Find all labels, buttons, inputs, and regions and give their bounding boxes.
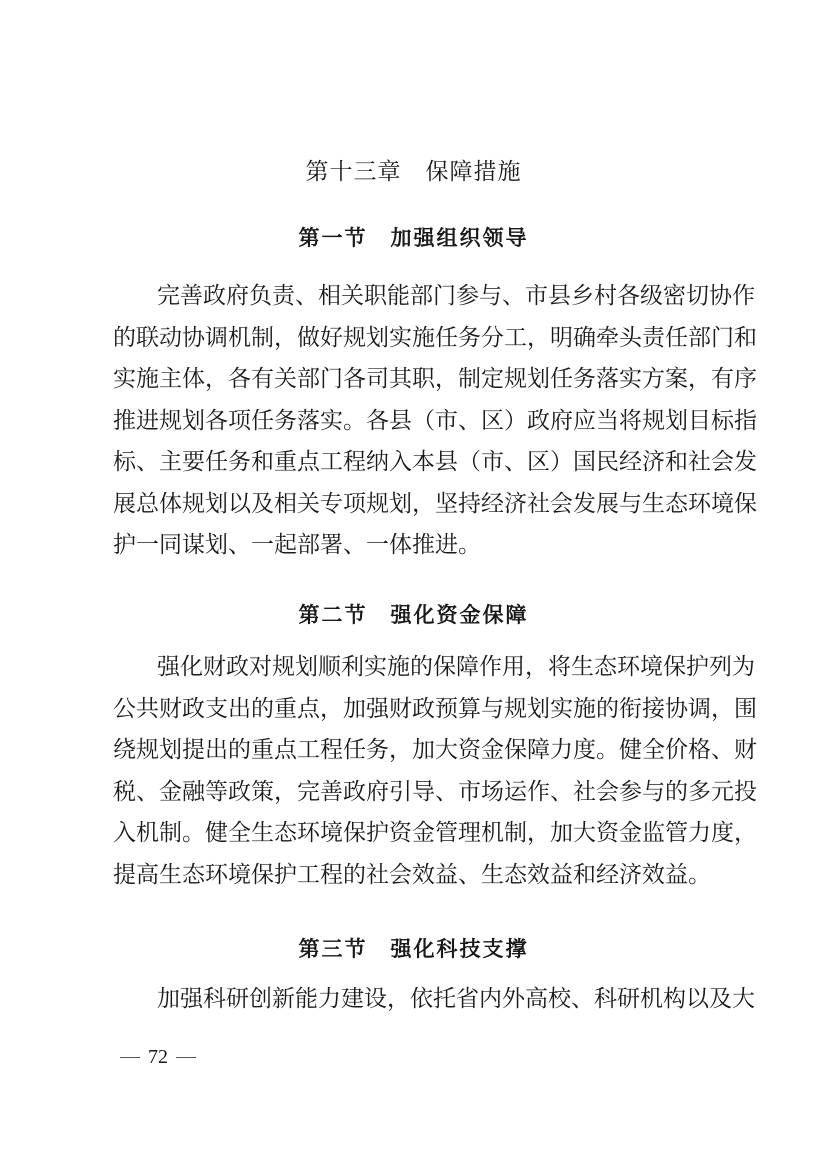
text-line: 税、金融等政策，完善政府引导、市场运作、社会参与的多元投 <box>113 778 757 805</box>
section-heading-2: 第二节 强化资金保障 <box>298 602 529 627</box>
section-2-paragraph <box>113 647 757 896</box>
text-line: 入机制。健全生态环境保护资金管理机制，加大资金监管力度， <box>113 820 757 846</box>
text-line: 展总体规划以及相关专项规划，坚持经济社会发展与生态环境保 <box>113 490 757 517</box>
text-line: 推进规划各项任务落实。各县（市、区）政府应当将规划目标指 <box>113 407 757 434</box>
chapter-title: 第十三章 保障措施 <box>305 159 522 185</box>
text-line: 完善政府负责、相关职能部门参与、市县乡村各级密切协作 <box>157 283 755 309</box>
text-line: 提高生态环境保护工程的社会效益、生态效益和经济效益。 <box>113 861 711 888</box>
text-line: 公共财政支出的重点，加强财政预算与规划实施的衔接协调，围 <box>113 695 757 722</box>
page-number-value: 72 <box>148 1046 168 1068</box>
page-number <box>120 1046 196 1069</box>
text-line: 护一同谋划、一起部署、一体推进。 <box>113 532 481 558</box>
dash-right <box>176 1057 196 1058</box>
text-line: 实施主体，各有关部门各司其职，制定规划任务落实方案，有序 <box>113 366 757 392</box>
text-line: 标、主要任务和重点工程纳入本县（市、区）国民经济和社会发 <box>113 449 757 475</box>
text-line: 加强科研创新能力建设，依托省内外高校、科研机构以及大 <box>157 986 755 1012</box>
section-3-paragraph <box>113 979 755 1021</box>
section-heading-3: 第三节 强化科技支撑 <box>298 936 529 961</box>
section-heading-1: 第一节 加强组织领导 <box>298 225 529 250</box>
dash-left <box>120 1057 140 1058</box>
text-line: 绕规划提出的重点工程任务，加大资金保障力度。健全价格、财 <box>113 737 757 763</box>
section-1-paragraph <box>113 276 757 567</box>
text-line: 强化财政对规划顺利实施的保障作用，将生态环境保护列为 <box>157 654 755 680</box>
text-line: 的联动协调机制，做好规划实施任务分工，明确牵头责任部门和 <box>113 324 757 351</box>
